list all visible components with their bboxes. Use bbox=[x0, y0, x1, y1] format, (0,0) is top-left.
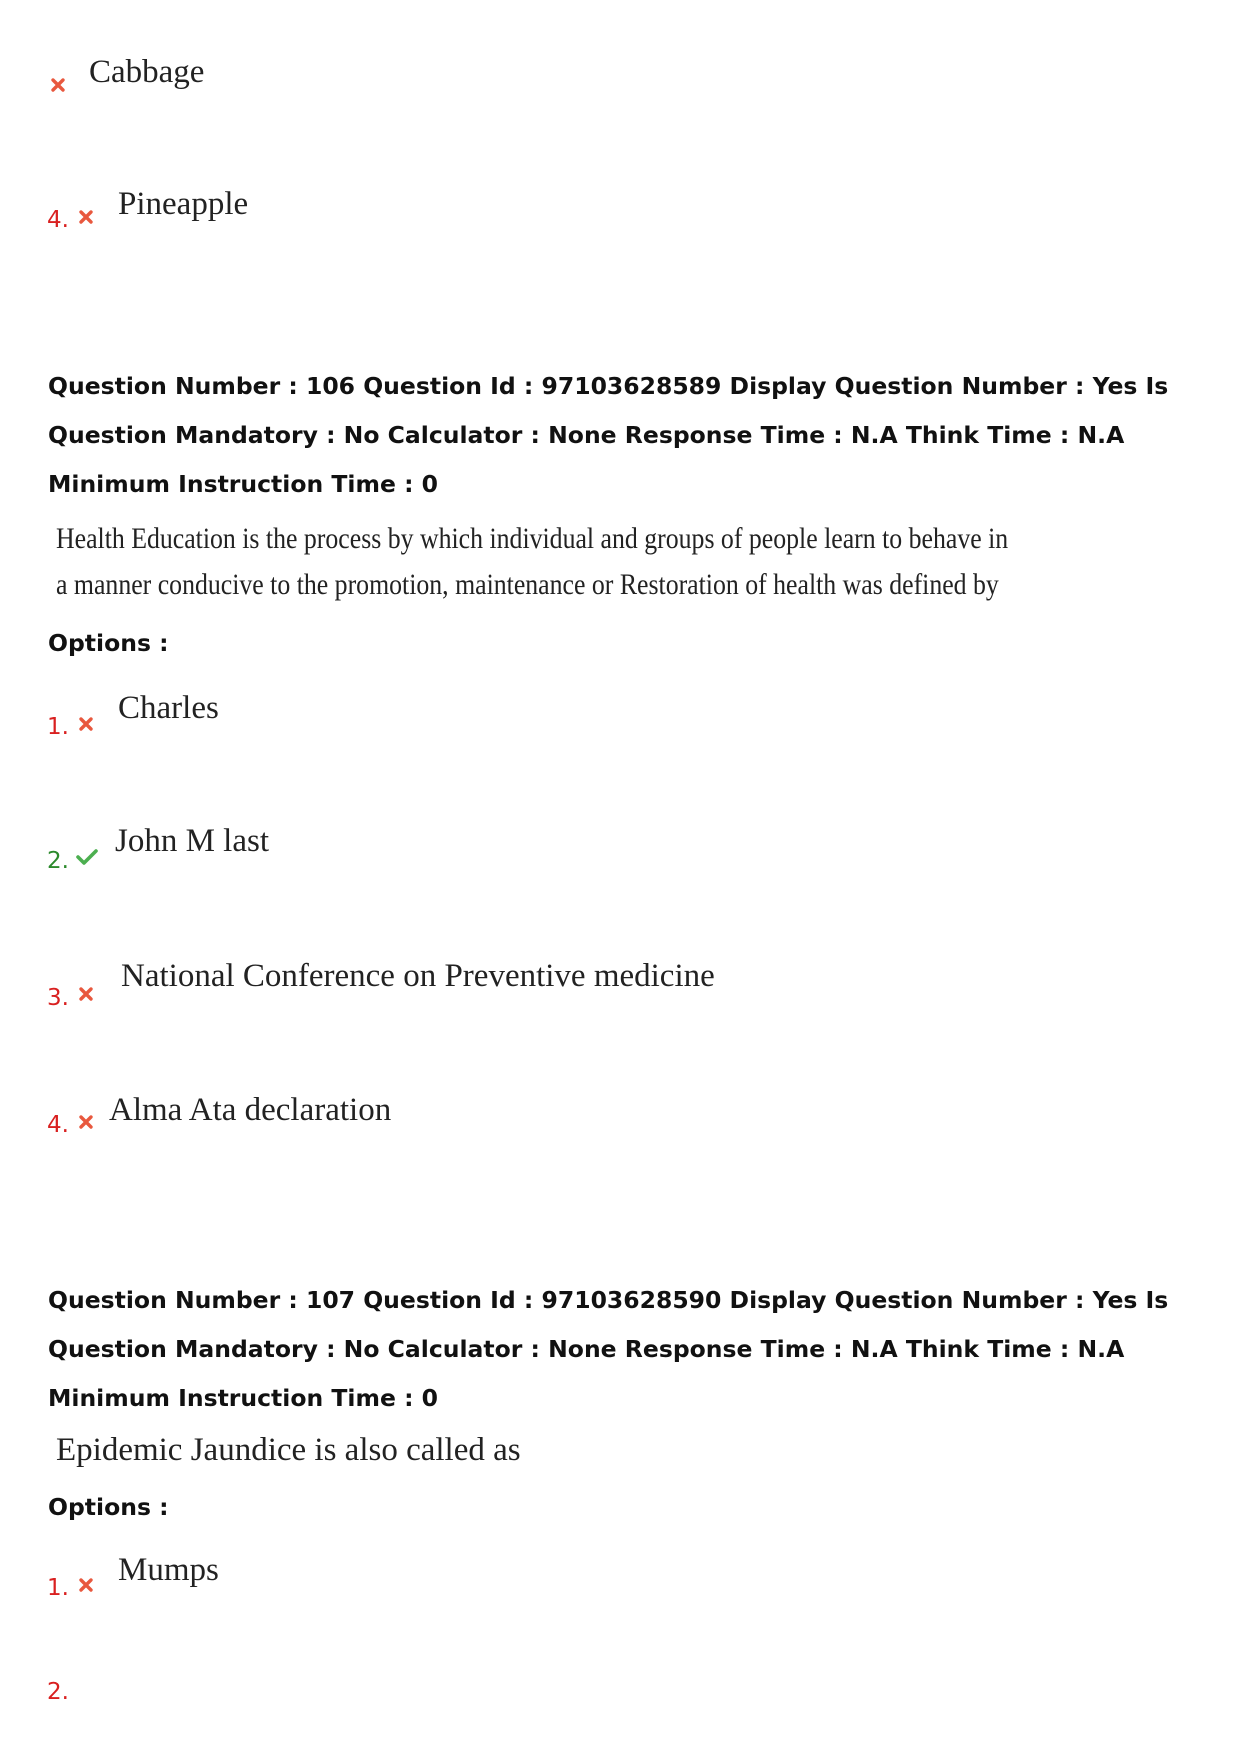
cross-icon bbox=[78, 209, 94, 225]
option-number: 4. bbox=[47, 207, 69, 233]
question-text: Epidemic Jaundice is also called as bbox=[56, 1432, 521, 1468]
option-text: Alma Ata declaration bbox=[109, 1092, 392, 1128]
option-number: 4. bbox=[47, 1112, 69, 1138]
question-meta: Question Number : 106 Question Id : 97103628589 Display Question Number : Yes Is Question Mandatory : No Calculator : None Response Time : N.A Think Time : N.A Minimum Instruction Time : 0 bbox=[48, 372, 1169, 498]
question-text-line: Health Education is the process by which individual and groups of people learn to behave in bbox=[56, 522, 1009, 555]
cross-icon bbox=[78, 716, 94, 732]
option-text: John M last bbox=[115, 823, 270, 859]
option-number: 1. bbox=[47, 1575, 69, 1601]
option-number: 3. bbox=[47, 985, 69, 1011]
check-icon bbox=[76, 848, 98, 866]
options-label: Options : bbox=[48, 629, 169, 657]
option-text: Charles bbox=[118, 690, 219, 726]
option-text: Pineapple bbox=[118, 186, 249, 222]
cross-icon bbox=[78, 1114, 94, 1130]
option-text: National Conference on Preventive medicine bbox=[121, 958, 715, 994]
question-meta: Question Number : 107 Question Id : 97103628590 Display Question Number : Yes Is Question Mandatory : No Calculator : None Response Time : N.A Think Time : N.A Minimum Instruction Time : 0 bbox=[48, 1286, 1169, 1412]
options-label: Options : bbox=[48, 1493, 169, 1521]
option-text: Mumps bbox=[118, 1552, 219, 1588]
cross-icon bbox=[50, 77, 66, 93]
option-number: 2. bbox=[47, 848, 69, 874]
option-text: Cabbage bbox=[89, 54, 205, 90]
cross-icon bbox=[78, 1577, 94, 1593]
option-number: 1. bbox=[47, 714, 69, 740]
question-text-line: a manner conducive to the promotion, maintenance or Restoration of health was defined by bbox=[56, 568, 999, 601]
cross-icon bbox=[78, 986, 94, 1002]
option-number: 2. bbox=[47, 1679, 69, 1705]
